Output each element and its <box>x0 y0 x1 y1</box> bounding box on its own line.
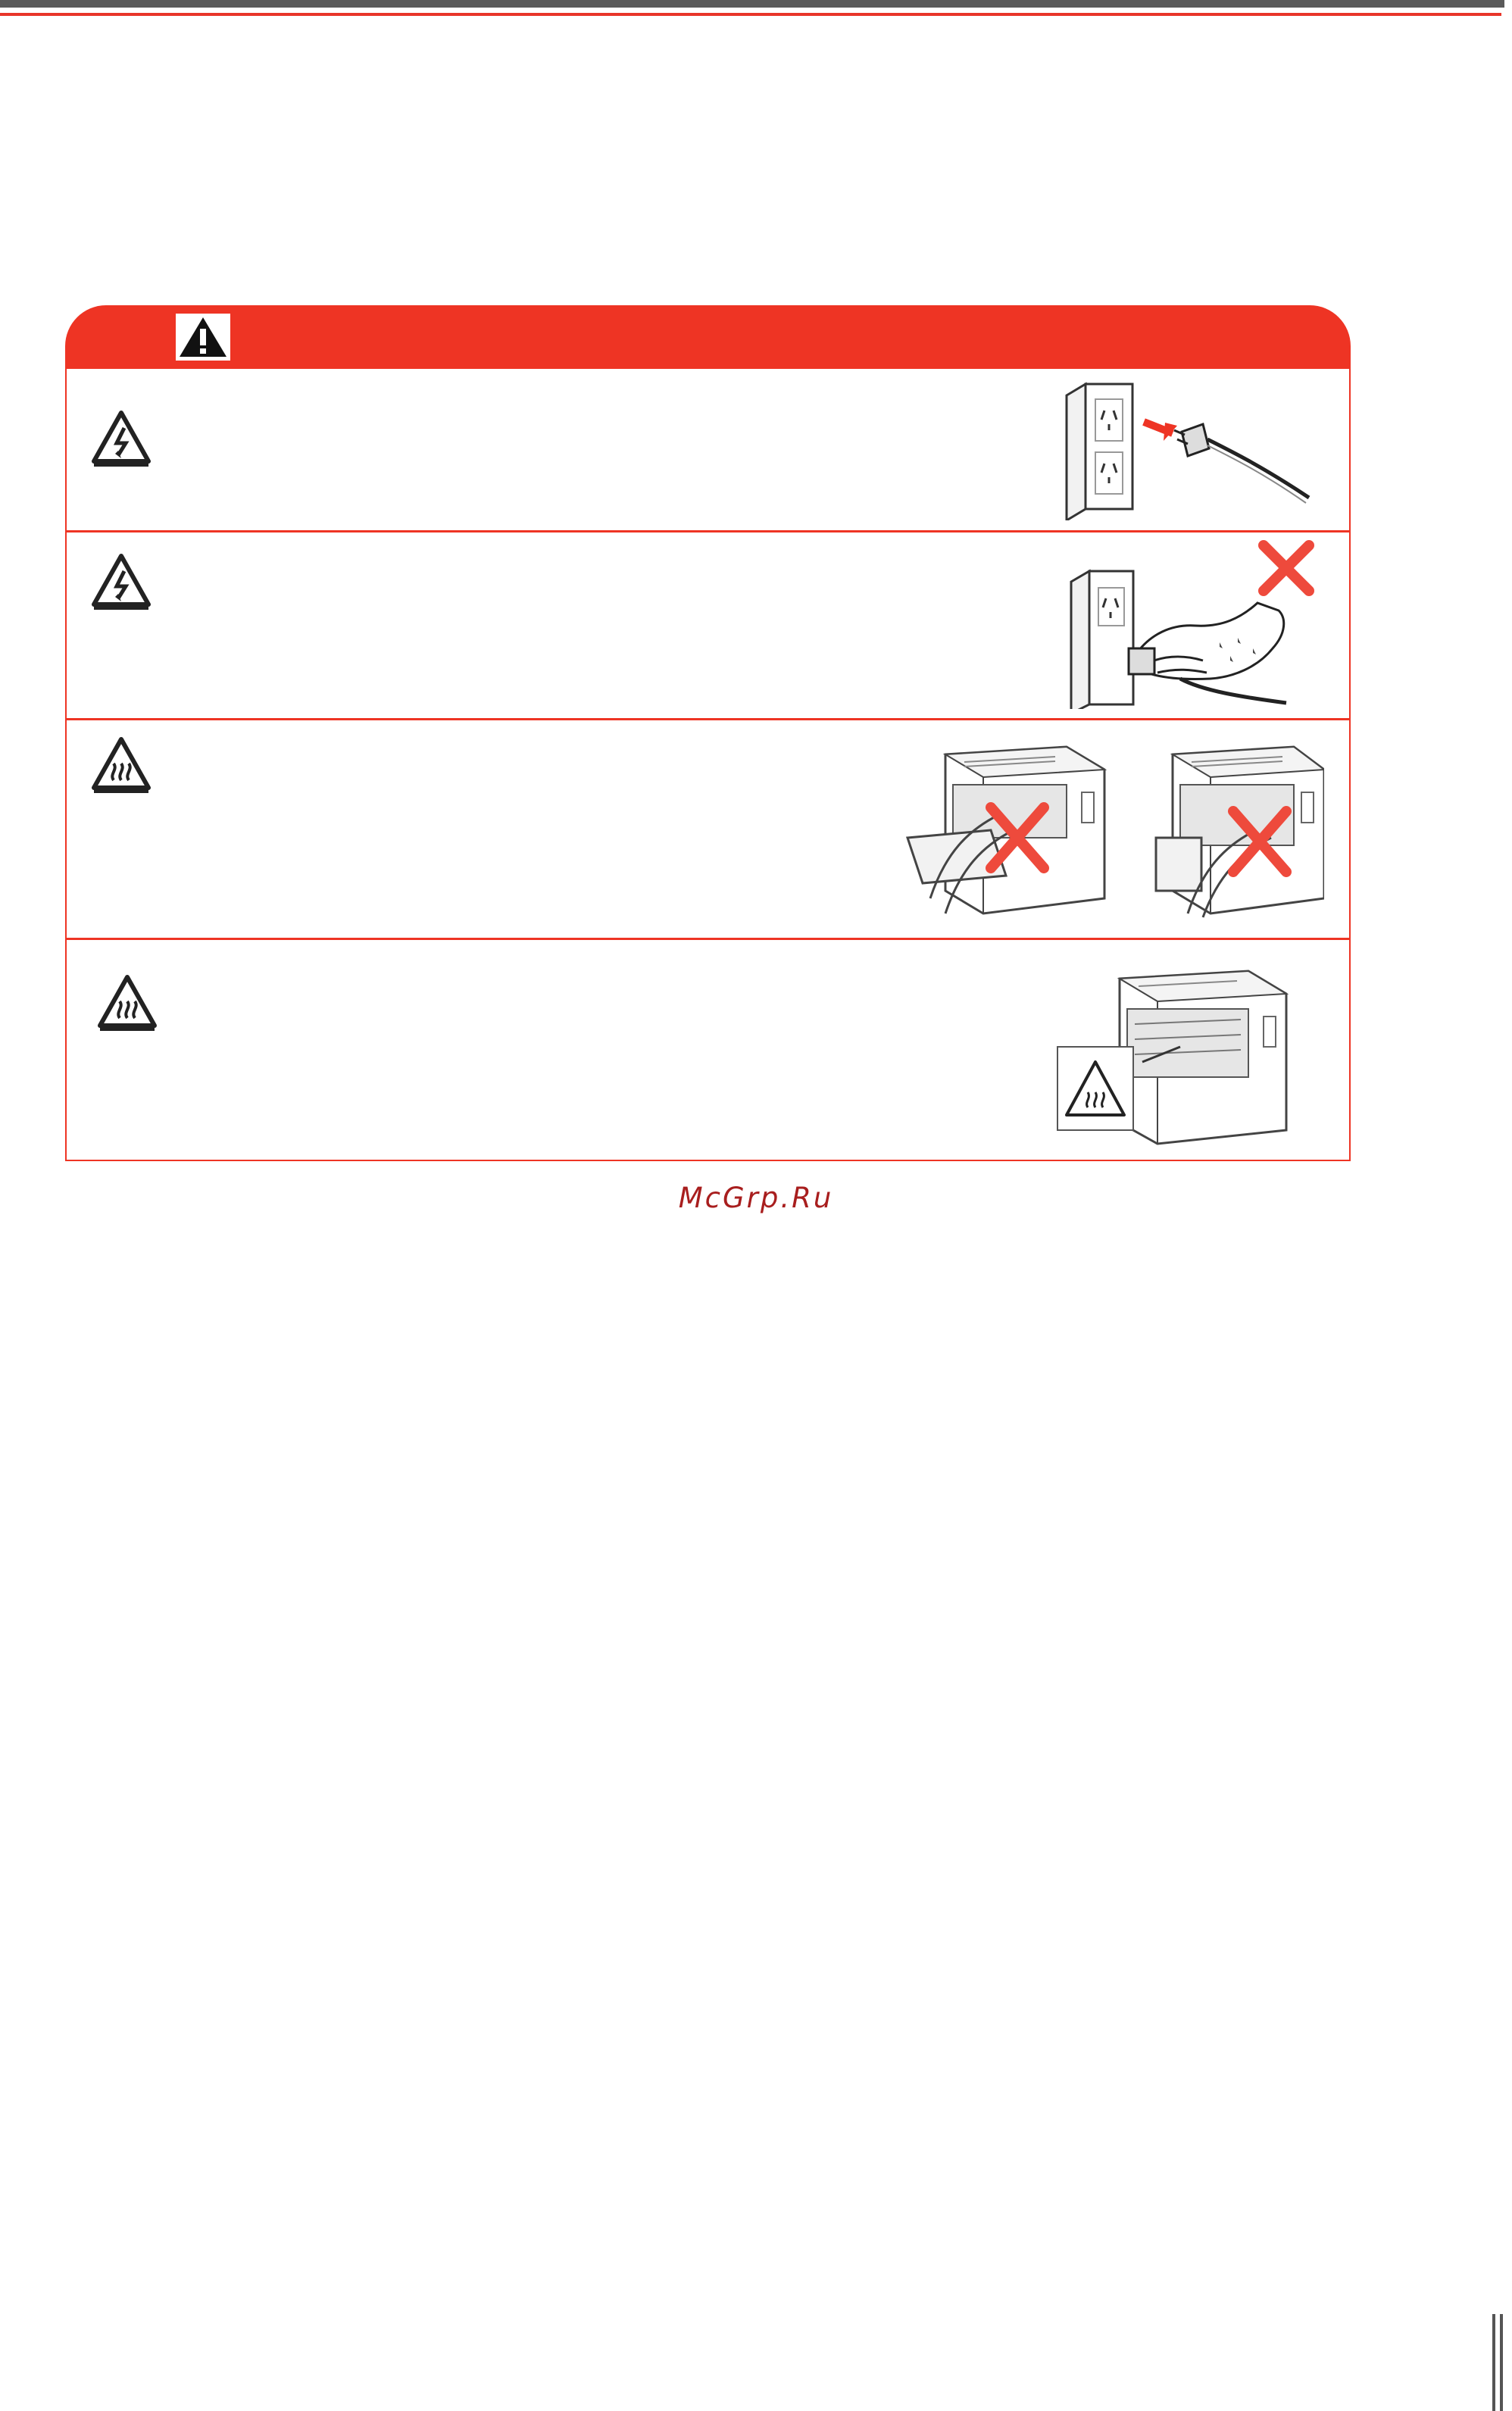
watermark: McGrp.Ru <box>678 1182 834 1214</box>
warning-icon <box>176 314 230 361</box>
hot-fuser-label-illustration <box>1051 956 1309 1145</box>
panel-header <box>65 305 1351 369</box>
top-rule <box>0 0 1504 8</box>
do-not-touch-inside-printer-illustration <box>900 732 1324 921</box>
electric-shock-warning-icon <box>89 551 153 612</box>
warning-row <box>67 938 1349 1160</box>
warning-row <box>67 369 1349 532</box>
electric-shock-warning-icon <box>89 408 153 469</box>
unplug-power-cord-illustration <box>1051 380 1317 520</box>
hot-surface-warning-icon <box>95 973 159 1033</box>
no-wet-hands-on-plug-illustration <box>1059 535 1332 709</box>
top-accent-rule <box>0 13 1501 16</box>
page-edge-mark <box>1492 2314 1503 2411</box>
panel-body <box>65 369 1351 1161</box>
warning-row <box>67 530 1349 720</box>
warning-row <box>67 718 1349 940</box>
safety-warning-panel <box>65 305 1351 1163</box>
hot-surface-warning-icon <box>89 735 153 795</box>
